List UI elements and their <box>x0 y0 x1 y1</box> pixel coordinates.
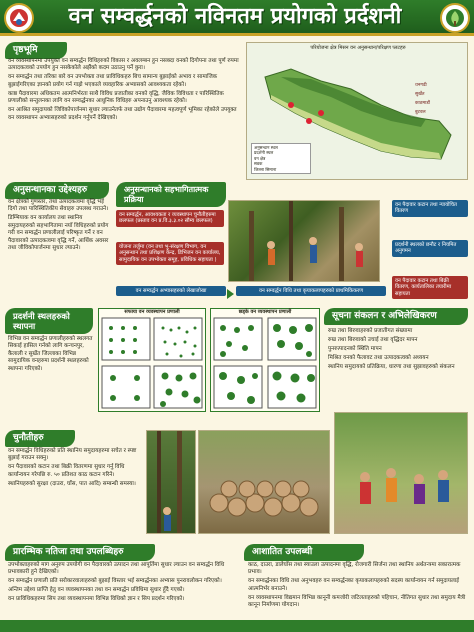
background-paragraph: काष्ठ पैदावारमा अधिकतम आत्मनिर्भरता साथै विविध प्रजातीका वनको वृद्धि, जैविक विविधता र पारिस्थितिक प्रणालीको सन्तुलनका लागि वन सम्वर्द्धनका आधुनिक विधिहरु अपनाउनु आवश्यक रहेको। <box>8 90 224 105</box>
plot-diagram <box>99 316 205 410</box>
result-item: अन्तिम उद्देश्य प्राप्ति हेतु वन व्यवस्थापनका तथा वन सम्वर्द्धन प्रविधिमा सुधार हुँदै गएको। <box>8 587 185 594</box>
challenge-item: स्थानियहरुको सुरक्षा (दाउरा, घाँस, पात आदि) सम्बन्धी समस्या। <box>8 480 136 487</box>
challenges-heading: चुनौतीहरु <box>5 430 75 447</box>
info-item: रुख तथा बिरुवाहरुको प्रजातीगत संख्यामा <box>328 328 413 334</box>
result-item: वन प्राविधिकहरुमा सिप तथा व्यवस्थापनमा विभिन्न विधिको ज्ञान र सिप प्रदर्शन गरिएको। <box>8 596 185 603</box>
objectives-paragraph: डिम्भियाक वन कार्यालय तथा स्थानिय समुदायहरुको सहभागितामा नयाँ विधिहरुको प्रयोग गरी वन सम्वर्द्धन प्रणालीलाई परिष्कृत गर्ने र वन पैदावारको उत्पादकत्वमा वृद्धि गर्ने, आर्थिक अवसर तथा जीविकोपार्जनमा सुधार ल्याउने। <box>8 215 109 252</box>
plot-diagram <box>211 316 319 410</box>
background-heading: पृष्ठभूमि <box>5 42 67 59</box>
sites-text: विभिन्न वन सम्वर्द्धन प्रणालीहरुको स्थलगत सिकाई हासिल गर्नको लागि कन्चनपुर, कैलाली र सुर्खेत जिल्लाका विभिन्न सामुदायिक वनहरुमा प्रदर्शनी स्थलहरुको स्थापना गरिएको। <box>8 336 93 372</box>
info-item: रुख तथा बिरुवाको उचाई तथा वृद्धिदर मापन <box>328 337 418 343</box>
background-paragraph: वन आश्रित समुदायको जिविकोपार्जनमा सुधार ल्याउनेतर्फ तथा उद्योग पैदावारमा महत्वपूर्ण भूमिका रहेकोले उपयुक्त वन व्यवस्थापन अभ्यासहरुको प्रदर्शन गर्नुपर्ने देखिएको। <box>8 107 237 121</box>
government-emblem-logo <box>4 3 34 33</box>
legend-item: सडक <box>254 161 263 167</box>
objectives-text <box>8 199 110 254</box>
expected-heading: आशातित उपलब्धी <box>244 544 364 561</box>
process-step-4: वन सम्वर्द्धन विधि तथा कृयाकलापहरुको प्राथमिकिकरण <box>236 286 386 296</box>
research-site-marker <box>318 110 324 116</box>
process-step-2: योजना तर्जुमा (वन तथा भू-संरक्षण विभाग, वन अनुसन्धान तथा प्रशिक्षण केन्द्र, डिभिजन वन कार्यालय, सामुदायिक वन उपभोक्ता समूह, प्रविधिक सहायता ) <box>116 242 224 265</box>
community-meeting-photo <box>334 412 468 534</box>
process-arrow-icon <box>227 289 234 299</box>
process-heading: अनुसन्धानको सहभागितात्मक प्रक्रिया <box>116 182 226 207</box>
background-paragraph: वन व्यवस्थापनमा उपयुक्त वन सम्वर्द्धन विधिहरुको विकास र अवलम्बन हुन नसक्दा वनको दिगोपना तथा पूर्ण रुपमा उत्पादकत्वको उपयोग हुन नसकेकोले अझैंको कदम उठाउनु पर्ने कुरा। <box>8 58 239 72</box>
info-heading: सूचना संकलन र अभिलेखिकरण <box>324 308 468 325</box>
map-callout: काठमाडौं <box>415 101 430 106</box>
diagram-panel-1 <box>98 308 206 412</box>
legend-item: वन क्षेत्र <box>254 155 266 161</box>
timber-stack-photo <box>198 430 330 534</box>
side-box-1: वन पैदावार कटान तथा न्यायोचित वितरण <box>392 200 468 217</box>
challenge-item: वन सम्वर्द्धन विधिहरुको प्रति स्थानिय समुदायहरुमा सचेत र स्पष्ट बुझाई गराउन सक्नु। <box>8 448 137 462</box>
process-step-1: वन सम्वर्द्धन, आवश्यकता र व्यवस्थापन चुनौतीहरुमा छलफल (प्रस्ताव वन प्र.वि.३.३.०२ सौम्य छलफल) <box>116 210 224 227</box>
expected-item: वन सम्वर्द्धनका विधि तथा अनुभवहरु वन सम्वर्द्धनका कृयाकलापहरुको सदस्य कार्यान्वयन गर्न समुदायलाई आत्मनिर्भर बनाउने। <box>248 578 459 592</box>
objectives-paragraph: वन क्षेत्रको गुणस्तर, तथा उत्पादकत्वमा वृद्धि भई दिगो तथा पारिस्थितिकीय सेवाहरु उपलब्ध गराउने। <box>8 199 109 213</box>
map-callout: सुर्खेत <box>415 92 425 97</box>
results-list <box>8 562 232 605</box>
forest-photo <box>146 430 196 534</box>
expected-item: वन व्यवस्थापनमा विद्यमान विभिन्न कानूनी कमजोरी जटिलताहरुको पहिचान, नीतिगत सुधार तथा समुदाय मैत्री कानून निर्माणमा योगदान। <box>248 594 466 609</box>
expected-list <box>248 562 470 611</box>
background-paragraph: वन सम्वर्द्धन तथा तरिका बारे वन उपभोक्ता तथा प्राविधिकहरु बिच सामान्य बुझाईको अभाव र सामाजिक बुझाईगरिएका ज्ञानको प्रयोग गर्न गाह्रो भएकाले व्यवहारिक अभ्यासको आवश्यकता रहेको। <box>8 74 218 88</box>
diagram-panel-title: छड्के वन व्यवस्थापन प्रणाली <box>238 309 292 315</box>
challenge-item: वन पैदावारको कटान तथा बिक्री वितरणमा सुधार गर्नु विधि कार्यान्वयन गरेपछि रु. ५० प्रतिशत काठ कटान गरिने। <box>8 464 125 478</box>
field-team-photo <box>228 200 380 282</box>
poster-title: वन सम्वर्द्धनको नविनतम प्रयोगको प्रर्दशनी <box>68 4 402 29</box>
info-list <box>328 328 468 373</box>
side-box-3: वन पैदावार कटान तथा बिक्री वितरण, कार्यतालिका तयारीमा सहायता <box>392 276 468 299</box>
map-legend <box>251 143 311 174</box>
map-callouts <box>415 81 465 117</box>
side-box-2: प्रदर्शनी स्थलको छनौट र नियमित अनुगमन <box>392 240 468 257</box>
challenges-list <box>8 448 140 490</box>
result-item: उपभोक्ताहरुको माग अनुरुप उपयोगी वन पैदावारको उत्पादन तथा आपूर्तिमा सुधार ल्याउन वन सम्वर्द्धन विधि प्रभावकारी हुने देखिएको। <box>8 562 225 576</box>
map-callout: बुटवल <box>415 110 426 115</box>
diagram-panel-2 <box>210 308 320 412</box>
legend-item: अनुसन्धान स्थल <box>254 145 278 150</box>
objectives-heading: अनुसन्धानका उद्देश्यहरु <box>5 182 109 199</box>
legend-item: जिल्ला सिमाना <box>254 166 277 172</box>
background-text <box>8 58 240 124</box>
diagram-panel-title: सफाया वन व्यवस्थापन प्रणाली <box>124 309 180 315</box>
sites-heading: प्रदर्शनी स्थलहरुको स्थापना <box>5 308 93 334</box>
result-item: वन सम्वर्द्धन प्रणाली प्रति सरोकारवालाहरुको बुझाई विस्तार भई सम्वर्द्धनका अभ्यास पुनरावलोकन गरिएको। <box>8 578 222 585</box>
info-item: मिश्रित वनको फैलावट तथा उत्पादकत्वको अध्ययन <box>328 355 429 361</box>
research-site-marker <box>288 102 294 108</box>
map-callout: धनगढी <box>415 83 427 88</box>
program-logo <box>440 3 470 33</box>
expected-item: काठ, दाउरा, डालेघाँस तथा स्याउला उत्पादनमा वृद्धि, रोजगारी सिर्जना तथा स्थानिय अर्थतन्त्रमा सकारात्मक प्रभाव। <box>248 562 461 576</box>
process-step-3: वन सम्वर्द्धन अभ्यासहरुको लेखाजोखा <box>116 286 226 296</box>
info-item: स्थानिय समुदायको प्रतिक्रिया, धारणा तथा सुझावहरुको संकलन <box>328 364 455 370</box>
map-title: परियोजना क्षेत्र मिसन वन अनुसन्धान/परिक्षण प्लटहरु <box>310 45 406 51</box>
footer-bar <box>0 620 474 632</box>
nepal-map-panel <box>246 42 468 180</box>
research-site-marker <box>306 118 312 124</box>
info-item: पुनरुत्पादनको स्थिति मापन <box>328 346 382 352</box>
results-heading: प्रारम्भिक नतिजा तथा उपलब्धिहरु <box>5 544 155 561</box>
legend-item: प्रदर्शनी स्थल <box>254 150 274 156</box>
